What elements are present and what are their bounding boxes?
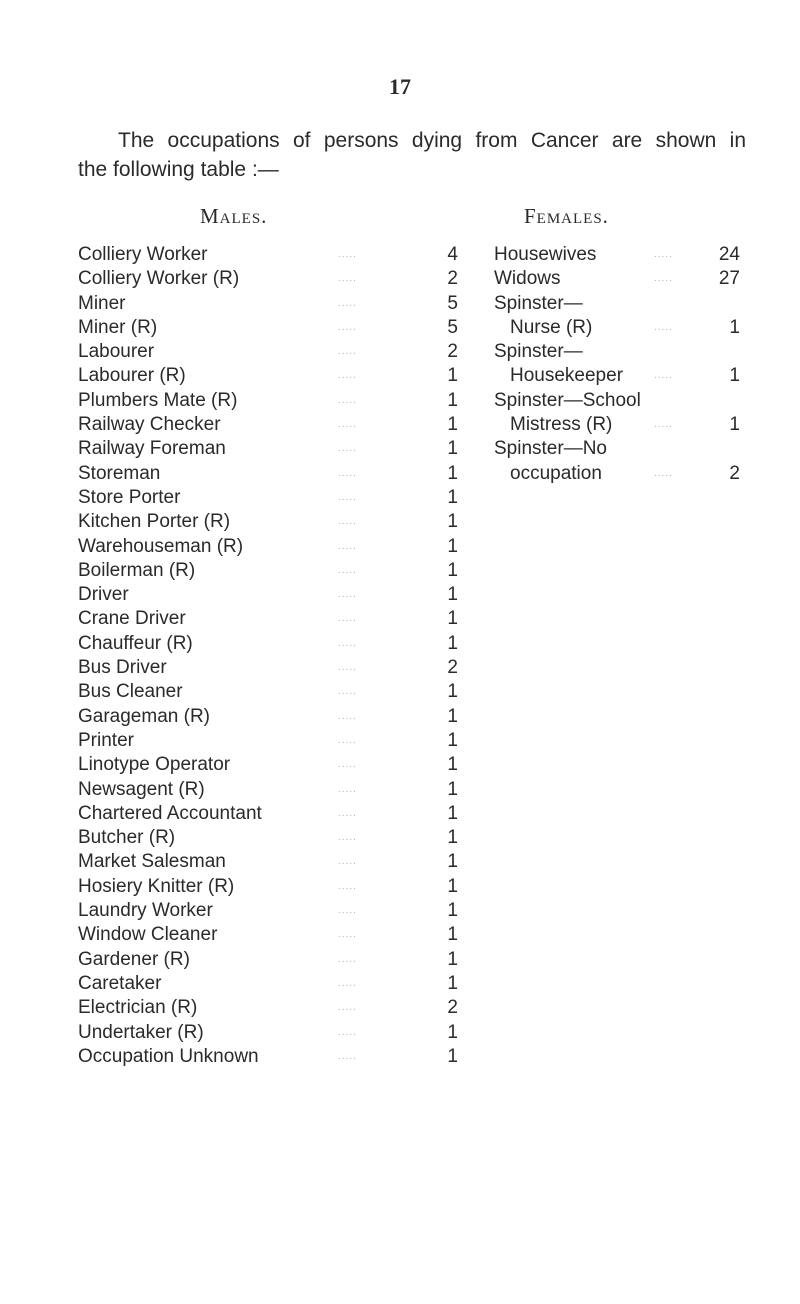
males-table-row <box>78 972 458 996</box>
occupation-label: Bus Cleaner <box>78 681 183 703</box>
males-table-row <box>78 316 458 340</box>
occupation-label: Chauffeur (R) <box>78 632 193 654</box>
occupation-label: Laundry Worker <box>78 900 213 922</box>
occupation-label: Newsagent (R) <box>78 778 205 800</box>
death-count: 1 <box>447 511 458 533</box>
males-table-row <box>78 243 458 267</box>
occupation-label: Printer <box>78 729 134 751</box>
death-count: 27 <box>718 268 740 290</box>
death-count: 1 <box>447 948 458 970</box>
females-table-row <box>494 243 740 267</box>
males-table-row <box>78 850 458 874</box>
occupation-label: Window Cleaner <box>78 924 218 946</box>
males-table-row <box>78 267 458 291</box>
males-table-row <box>78 535 458 559</box>
males-table-row <box>78 462 458 486</box>
females-table-row <box>494 437 740 461</box>
leader-dots: ..... <box>654 467 673 479</box>
leader-dots: ..... <box>338 273 357 285</box>
death-count: 1 <box>447 438 458 460</box>
death-count: 24 <box>718 244 740 265</box>
males-table-row <box>78 923 458 947</box>
death-count: 1 <box>729 414 740 436</box>
leader-dots: ..... <box>338 662 357 674</box>
females-table-row <box>494 316 740 340</box>
death-count: 1 <box>447 414 458 436</box>
leader-dots: ..... <box>338 516 357 528</box>
intro-line-1: The occupations of persons dying from Cancer are shown in <box>118 129 746 152</box>
leader-dots: ..... <box>338 905 357 917</box>
females-occupation-list <box>494 243 740 486</box>
leader-dots: ..... <box>338 856 357 868</box>
death-count: 1 <box>447 729 458 751</box>
occupation-label: Mistress (R) <box>510 414 613 436</box>
death-count: 1 <box>447 972 458 994</box>
death-count: 2 <box>447 657 458 679</box>
leader-dots: ..... <box>338 832 357 844</box>
death-count: 1 <box>447 681 458 703</box>
death-count: 1 <box>447 851 458 873</box>
males-table-row <box>78 729 458 753</box>
leader-dots: ..... <box>338 1002 357 1014</box>
leader-dots: ..... <box>338 686 357 698</box>
page-number: 17 <box>389 74 411 99</box>
occupation-label: Gardener (R) <box>78 948 190 970</box>
death-count: 1 <box>447 389 458 411</box>
death-count: 1 <box>447 632 458 654</box>
leader-dots: ..... <box>338 807 357 819</box>
occupation-label: Colliery Worker <box>78 244 208 265</box>
occupation-label: Linotype Operator <box>78 754 231 776</box>
death-count: 2 <box>729 462 740 484</box>
males-table-row <box>78 753 458 777</box>
females-heading: Females. <box>524 204 609 228</box>
death-count: 1 <box>447 900 458 922</box>
death-count: 1 <box>447 462 458 484</box>
occupation-label: Market Salesman <box>78 851 226 873</box>
males-table-row <box>78 583 458 607</box>
occupation-label: Kitchen Porter (R) <box>78 511 231 533</box>
leader-dots: ..... <box>338 1050 357 1062</box>
occupation-label: Spinster— <box>494 292 583 314</box>
leader-dots: ..... <box>654 419 673 431</box>
males-table-row <box>78 486 458 510</box>
occupation-label: Occupation Unknown <box>78 1045 259 1067</box>
leader-dots: ..... <box>338 370 357 382</box>
occupation-label: Railway Checker <box>78 414 221 436</box>
occupation-label: Warehouseman (R) <box>78 535 244 557</box>
leader-dots: ..... <box>338 589 357 601</box>
leader-dots: ..... <box>338 613 357 625</box>
males-heading: Males. <box>200 204 268 228</box>
death-count: 1 <box>447 778 458 800</box>
occupation-label: Butcher (R) <box>78 827 176 849</box>
occupation-label: Miner <box>78 292 126 314</box>
females-table-row <box>494 389 740 413</box>
occupation-label: Undertaker (R) <box>78 1021 204 1043</box>
leader-dots: ..... <box>338 394 357 406</box>
males-table-row <box>78 1021 458 1045</box>
intro-line-2: the following table :— <box>78 158 279 181</box>
males-table-row <box>78 996 458 1020</box>
leader-dots: ..... <box>338 637 357 649</box>
males-occupation-list <box>78 243 458 1069</box>
occupation-label: Railway Foreman <box>78 438 226 460</box>
occupation-label: Bus Driver <box>78 657 167 679</box>
occupation-label: Garageman (R) <box>78 705 210 727</box>
males-table-row <box>78 510 458 534</box>
males-table-row <box>78 899 458 923</box>
occupation-label: Boilerman (R) <box>78 559 196 581</box>
leader-dots: ..... <box>338 249 357 260</box>
occupation-label: Housewives <box>494 244 597 265</box>
death-count: 1 <box>447 802 458 824</box>
males-table-row <box>78 607 458 631</box>
females-table-row <box>494 462 740 486</box>
occupation-label: Store Porter <box>78 486 181 508</box>
leader-dots: ..... <box>338 443 357 455</box>
males-table-row <box>78 364 458 388</box>
leader-dots: ..... <box>654 273 673 285</box>
males-table-row <box>78 875 458 899</box>
males-table-row <box>78 826 458 850</box>
leader-dots: ..... <box>338 734 357 746</box>
death-count: 1 <box>447 608 458 630</box>
males-table-row <box>78 340 458 364</box>
occupation-label: Spinster—No <box>494 438 607 460</box>
leader-dots: ..... <box>338 1026 357 1038</box>
death-count: 1 <box>447 705 458 727</box>
males-table-row <box>78 389 458 413</box>
death-count: 2 <box>447 341 458 363</box>
leader-dots: ..... <box>654 321 673 333</box>
leader-dots: ..... <box>338 297 357 309</box>
leader-dots: ..... <box>338 346 357 358</box>
intro-paragraph <box>78 126 746 184</box>
death-count: 5 <box>447 292 458 314</box>
males-table-row <box>78 705 458 729</box>
males-table-row <box>78 437 458 461</box>
death-count: 1 <box>729 316 740 338</box>
females-table-row <box>494 292 740 316</box>
males-table-row <box>78 292 458 316</box>
occupation-label: Housekeeper <box>510 365 624 387</box>
leader-dots: ..... <box>654 370 673 382</box>
leader-dots: ..... <box>338 419 357 431</box>
occupation-label: Spinster—School <box>494 389 641 411</box>
occupation-label: Hosiery Knitter (R) <box>78 875 235 897</box>
death-count: 4 <box>447 244 458 265</box>
occupation-label: Nurse (R) <box>510 316 593 338</box>
death-count: 1 <box>447 559 458 581</box>
occupation-label: Crane Driver <box>78 608 186 630</box>
leader-dots: ..... <box>338 710 357 722</box>
occupation-label: Storeman <box>78 462 161 484</box>
females-table-row <box>494 267 740 291</box>
death-count: 2 <box>447 268 458 290</box>
leader-dots: ..... <box>338 759 357 771</box>
females-table-row <box>494 340 740 364</box>
occupation-label: Spinster— <box>494 341 583 363</box>
occupation-label: Plumbers Mate (R) <box>78 389 238 411</box>
males-table-row <box>78 413 458 437</box>
death-count: 1 <box>447 535 458 557</box>
occupation-label: Labourer (R) <box>78 365 186 387</box>
males-table-row <box>78 680 458 704</box>
death-count: 1 <box>447 486 458 508</box>
occupation-label: Miner (R) <box>78 316 158 338</box>
death-count: 1 <box>447 584 458 606</box>
females-table-row <box>494 364 740 388</box>
death-count: 1 <box>447 827 458 849</box>
leader-dots: ..... <box>338 540 357 552</box>
males-table-row <box>78 656 458 680</box>
death-count: 1 <box>447 1045 458 1067</box>
occupation-label: Widows <box>494 268 561 290</box>
leader-dots: ..... <box>338 564 357 576</box>
males-table-row <box>78 1045 458 1069</box>
death-count: 2 <box>447 997 458 1019</box>
males-table-row <box>78 948 458 972</box>
males-table-row <box>78 778 458 802</box>
death-count: 5 <box>447 316 458 338</box>
females-table-row <box>494 413 740 437</box>
leader-dots: ..... <box>338 783 357 795</box>
males-table-row <box>78 632 458 656</box>
occupation-label: Colliery Worker (R) <box>78 268 240 290</box>
males-table-row <box>78 802 458 826</box>
leader-dots: ..... <box>338 953 357 965</box>
leader-dots: ..... <box>338 321 357 333</box>
death-count: 1 <box>447 1021 458 1043</box>
leader-dots: ..... <box>654 249 673 260</box>
death-count: 1 <box>447 875 458 897</box>
death-count: 1 <box>447 924 458 946</box>
death-count: 1 <box>447 754 458 776</box>
occupation-label: Labourer <box>78 341 155 363</box>
occupation-label: occupation <box>510 462 602 484</box>
occupation-label: Caretaker <box>78 972 162 994</box>
death-count: 1 <box>447 365 458 387</box>
males-table-row <box>78 559 458 583</box>
leader-dots: ..... <box>338 467 357 479</box>
occupation-label: Chartered Accountant <box>78 802 262 824</box>
leader-dots: ..... <box>338 491 357 503</box>
occupation-label: Electrician (R) <box>78 997 198 1019</box>
death-count: 1 <box>729 365 740 387</box>
occupation-label: Driver <box>78 584 129 606</box>
leader-dots: ..... <box>338 977 357 989</box>
leader-dots: ..... <box>338 880 357 892</box>
leader-dots: ..... <box>338 929 357 941</box>
